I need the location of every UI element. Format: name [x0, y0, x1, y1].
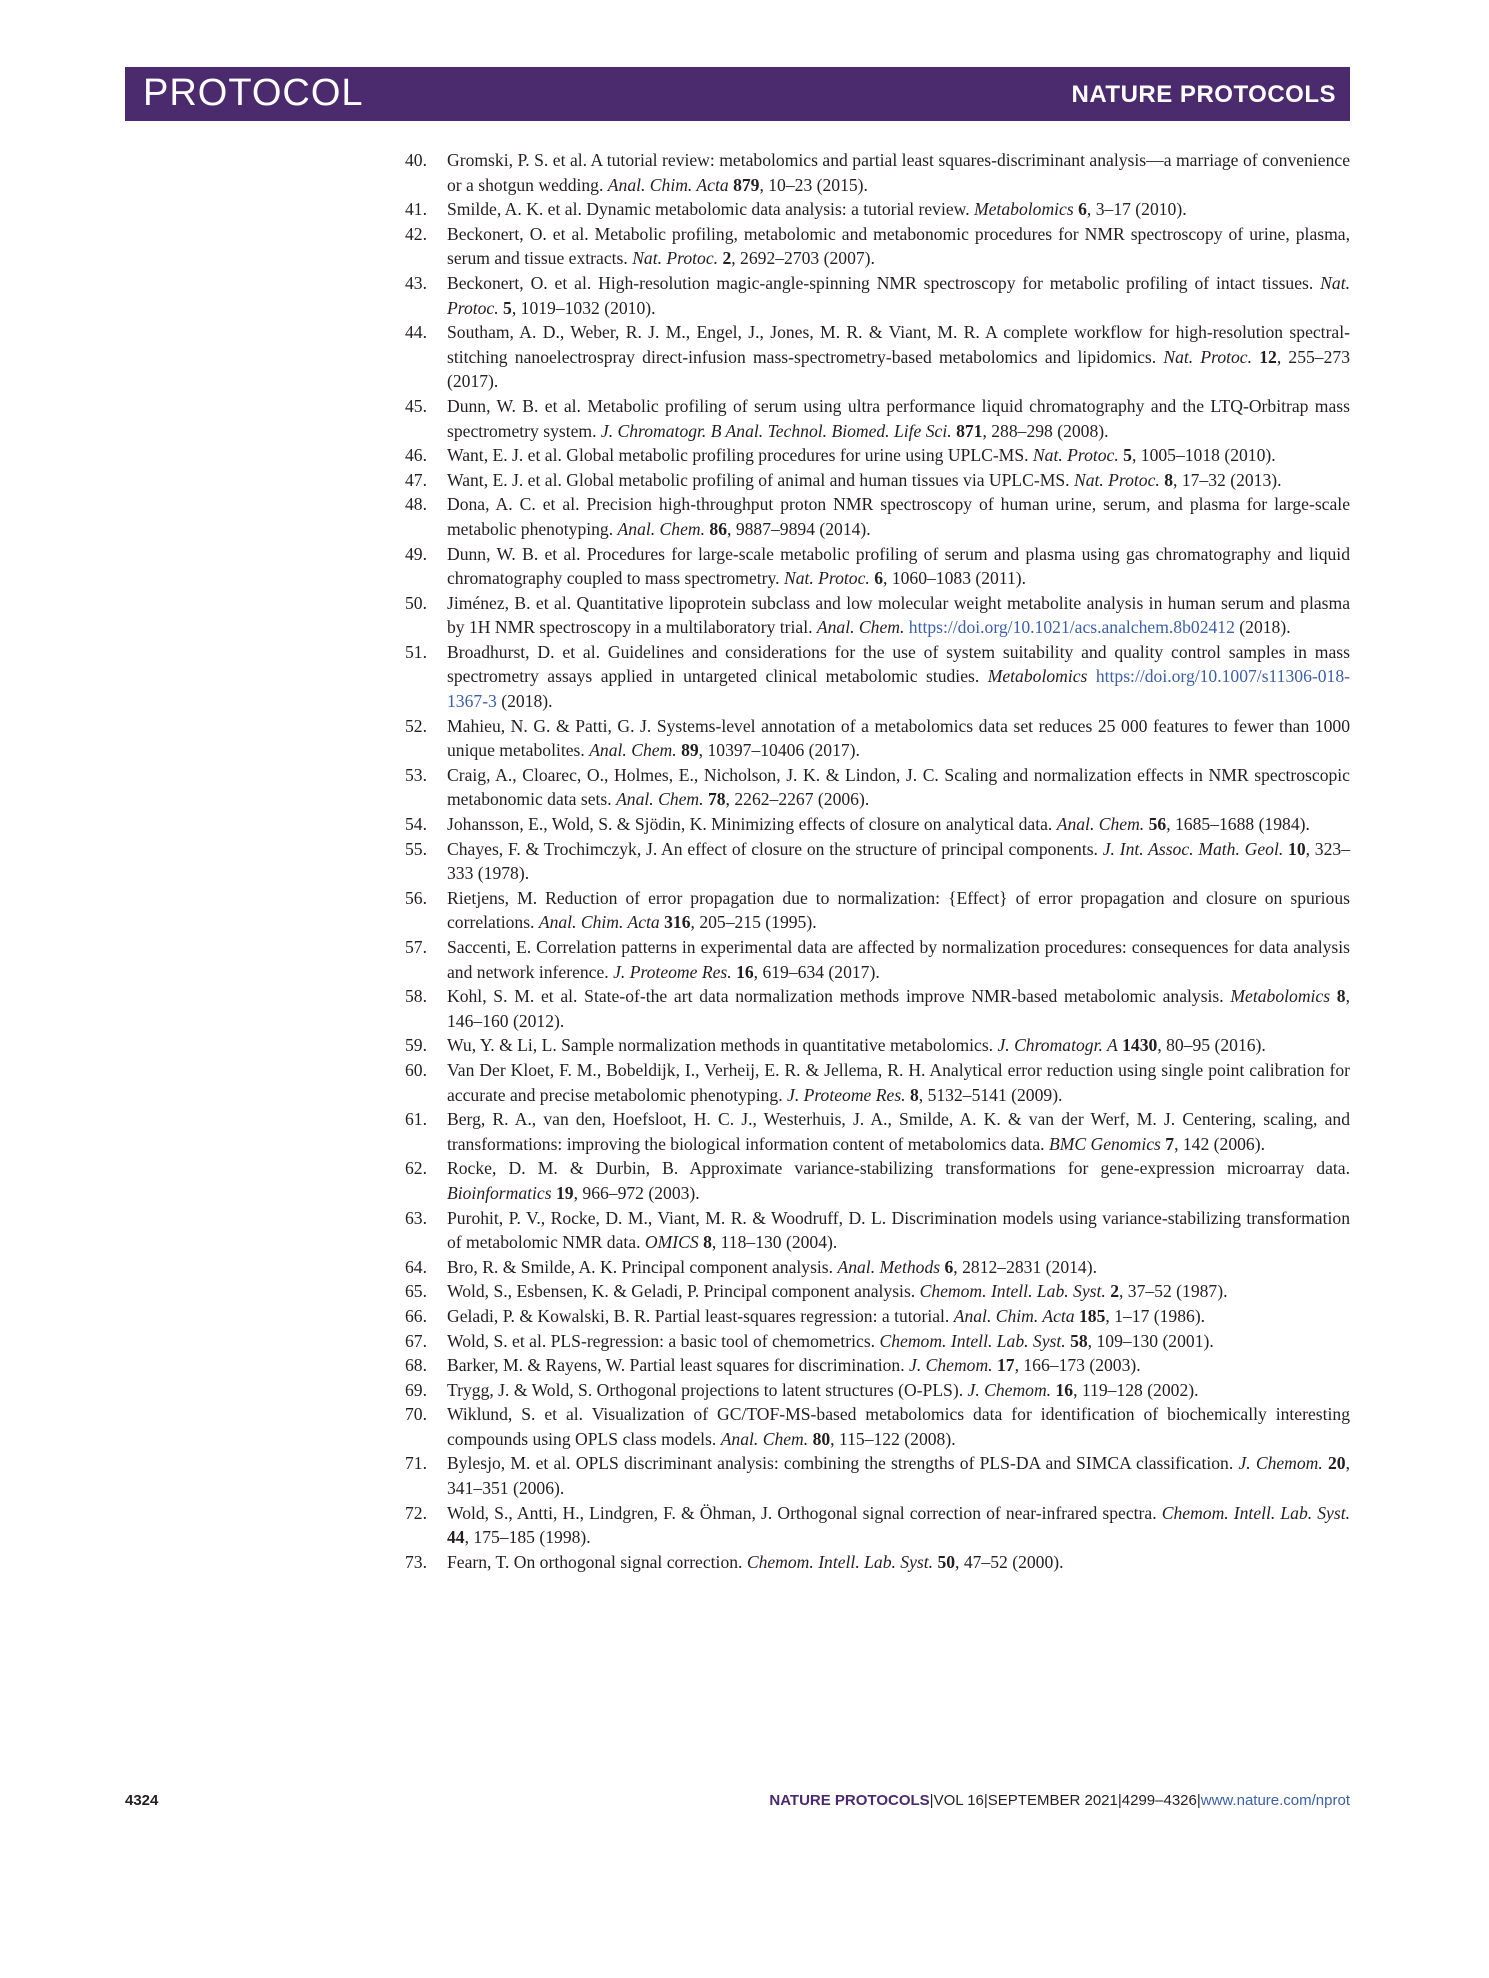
reference-text: Beckonert, O. et al. High-resolution magic-angle-spinning NMR spectroscopy for metabolic profiling of intact tissues. [447, 272, 1321, 293]
reference-item [405, 763, 1350, 812]
volume-number: 12 [1259, 346, 1277, 367]
volume-number: 2 [1110, 1281, 1119, 1302]
reference-item [405, 1156, 1350, 1205]
reference-number: 73. [405, 1551, 427, 1572]
journal-name: J. Proteome Res. [613, 961, 732, 982]
reference-text: , 1005–1018 (2010). [1131, 445, 1276, 466]
reference-item [405, 1058, 1350, 1107]
doi-link[interactable]: https://doi.org/10.1021/acs.analchem.8b02412 [908, 617, 1235, 638]
reference-item [405, 935, 1350, 984]
reference-number: 49. [405, 543, 427, 564]
reference-item [405, 1033, 1350, 1058]
footer-separator: | [929, 1792, 934, 1809]
reference-number: 43. [405, 272, 427, 293]
reference-number: 46. [405, 445, 427, 466]
reference-number: 44. [405, 322, 427, 343]
page-number: 4324 [125, 1792, 159, 1809]
reference-text: , 80–95 (2016). [1157, 1035, 1266, 1056]
journal-name: BMC Genomics [1048, 1133, 1161, 1154]
reference-number: 69. [405, 1379, 427, 1400]
journal-name: Anal. Chem. [720, 1428, 809, 1449]
reference-number: 70. [405, 1404, 427, 1425]
reference-item [405, 1501, 1350, 1550]
reference-text: Bro, R. & Smilde, A. K. Principal component analysis. [447, 1256, 838, 1277]
journal-name: Metabolomics [987, 666, 1088, 687]
reference-item [405, 197, 1350, 222]
journal-name: Anal. Chim. Acta [953, 1305, 1075, 1326]
journal-name: J. Chemom. [909, 1355, 993, 1376]
reference-text: , 2262–2267 (2006). [725, 789, 870, 810]
reference-number: 40. [405, 150, 427, 170]
journal-name: J. Chromatogr. B Anal. Technol. Biomed. Life Sci. [600, 420, 952, 441]
reference-item [405, 468, 1350, 493]
reference-number: 57. [405, 937, 427, 957]
reference-text: , 10–23 (2015). [759, 174, 868, 195]
reference-text: , 966–972 (2003). [573, 1182, 700, 1203]
journal-name: Nat. Protoc. [1073, 469, 1160, 490]
journal-name: Chemom. Intell. Lab. Syst. [1161, 1502, 1351, 1523]
section-label: PROTOCOL [143, 72, 364, 114]
journal-name: Nat. Protoc. [447, 272, 1350, 318]
reference-item [405, 320, 1350, 394]
journal-name: Anal. Chem. [589, 740, 677, 761]
reference-number: 64. [405, 1256, 427, 1277]
reference-number: 61. [405, 1109, 427, 1130]
reference-text [1087, 666, 1095, 686]
reference-text: , 9887–9894 (2014). [727, 518, 871, 539]
reference-text: Wiklund, S. et al. Visualization of GC/TOF-MS-based metabolomics data for identification of biochemically interesting compounds using OPLS class models. [447, 1404, 1350, 1449]
reference-text: Trygg, J. & Wold, S. Orthogonal projections to latent structures (O-PLS). [447, 1379, 968, 1400]
volume-number: 86 [709, 518, 728, 539]
reference-number: 58. [405, 986, 427, 1007]
reference-text: , 109–130 (2001). [1087, 1330, 1214, 1351]
reference-item [405, 394, 1350, 443]
journal-name: Chemom. Intell. Lab. Syst. [746, 1551, 934, 1572]
journal-name: Anal. Chem. [617, 518, 706, 539]
reference-list [405, 148, 1350, 1574]
reference-item [405, 271, 1350, 320]
reference-text: Van Der Kloet, F. M., Bobeldijk, I., Verheij, E. R. & Jellema, R. H. Analytical error reduction using single point calibration for accurate and precise metabolomic phenotyping. [447, 1059, 1350, 1105]
reference-item [405, 714, 1350, 763]
reference-item [405, 886, 1350, 935]
reference-item [405, 1255, 1350, 1280]
reference-text: Beckonert, O. et al. Metabolic profiling, metabolomic and metabonomic procedures for NMR spectroscopy of urine, plasma, serum and tissue extracts. [447, 223, 1350, 269]
reference-text: , 17–32 (2013). [1173, 469, 1282, 490]
reference-text: , 118–130 (2004). [711, 1232, 838, 1253]
reference-text: Craig, A., Cloarec, O., Holmes, E., Nicholson, J. K. & Lindon, J. C. Scaling and normalization effects in NMR spectroscopic metabonomic data sets. [447, 764, 1350, 810]
reference-text: Fearn, T. On orthogonal signal correction. [447, 1551, 747, 1572]
reference-text: , 119–128 (2002). [1073, 1379, 1199, 1400]
journal-name: Nat. Protoc. [1032, 445, 1119, 466]
volume-number: 58 [1070, 1330, 1088, 1351]
reference-item [405, 591, 1350, 640]
reference-text: , 142 (2006). [1174, 1133, 1265, 1154]
journal-name: J. Proteome Res. [787, 1084, 906, 1105]
reference-text: Want, E. J. et al. Global metabolic profiling of animal and human tissues via UPLC-MS. [447, 469, 1074, 490]
reference-item [405, 640, 1350, 714]
reference-text: , 166–173 (2003). [1014, 1355, 1141, 1376]
reference-number: 66. [405, 1305, 427, 1326]
volume-number: 80 [812, 1428, 831, 1449]
reference-text: , 1060–1083 (2011). [883, 568, 1027, 589]
volume-number: 8 [1164, 469, 1174, 490]
journal-name: OMICS [644, 1232, 699, 1253]
journal-name: Chemom. Intell. Lab. Syst. [879, 1330, 1066, 1351]
reference-text: , 1685–1688 (1984). [1166, 814, 1310, 835]
journal-name: Anal. Chim. Acta [538, 912, 660, 933]
volume-number: 44 [447, 1527, 465, 1548]
journal-name: J. Chemom. [967, 1379, 1052, 1400]
reference-text: , 1019–1032 (2010). [511, 297, 656, 318]
volume-number: 16 [1055, 1379, 1074, 1400]
footer-date: SEPTEMBER 2021 [987, 1792, 1118, 1809]
reference-text: Kohl, S. M. et al. State-of-the art data normalization methods improve NMR-based metabolomic analysis. [447, 986, 1231, 1007]
reference-item [405, 1402, 1350, 1451]
reference-item [405, 492, 1350, 541]
journal-name: Anal. Chem. [816, 617, 905, 638]
reference-text: Barker, M. & Rayens, W. Partial least squares for discrimination. [447, 1355, 910, 1376]
footer-url-link[interactable]: www.nature.com/nprot [1200, 1792, 1350, 1809]
reference-text: Purohit, P. V., Rocke, D. M., Viant, M. R. & Woodruff, D. L. Discrimination models using variance-stabilizing transformation of metabolomic NMR data. [447, 1207, 1350, 1253]
reference-text: , 5132–5141 (2009). [918, 1084, 1063, 1105]
reference-text: Want, E. J. et al. Global metabolic profiling procedures for urine using UPLC-MS. [447, 445, 1033, 466]
volume-number: 6 [944, 1256, 954, 1277]
volume-number: 16 [736, 961, 754, 982]
reference-text: Bylesjo, M. et al. OPLS discriminant analysis: combining the strengths of PLS-DA and SIMCA classification. [447, 1453, 1239, 1474]
reference-text: Dona, A. C. et al. Precision high-throughput proton NMR spectroscopy of human urine, serum, and plasma for large-scale metabolic phenotyping. [447, 494, 1350, 539]
reference-item [405, 1353, 1350, 1378]
volume-number: 56 [1148, 814, 1167, 835]
reference-number: 63. [405, 1207, 427, 1228]
reference-text: Mahieu, N. G. & Patti, G. J. Systems-level annotation of a metabolomics data set reduces 25 000 features to fewer than 1000 unique metabolites. [447, 715, 1350, 761]
reference-number: 51. [405, 641, 427, 662]
reference-item [405, 837, 1350, 886]
volume-number: 2 [722, 248, 732, 269]
reference-number: 47. [405, 469, 427, 490]
reference-text: , 3–17 (2010). [1086, 199, 1187, 220]
reference-number: 72. [405, 1502, 427, 1523]
reference-text: , 341–351 (2006). [447, 1453, 1350, 1499]
reference-text: Rocke, D. M. & Durbin, B. Approximate variance-stabilizing transformations for gene-expression microarray data. [447, 1158, 1350, 1179]
reference-text: , 288–298 (2008). [982, 420, 1109, 441]
reference-text: Jiménez, B. et al. Quantitative lipoprotein subclass and low molecular weight metabolite analysis in human serum and plasma by 1H NMR spectroscopy in a multilaboratory trial. [447, 592, 1350, 638]
journal-name: Anal. Chem. [1056, 814, 1145, 835]
journal-name: Nat. Protoc. [1163, 346, 1253, 367]
volume-number: 5 [503, 297, 512, 318]
reference-item [405, 1107, 1350, 1156]
volume-number: 20 [1328, 1453, 1346, 1474]
volume-number: 871 [956, 420, 983, 441]
journal-name: Anal. Chim. Acta [607, 174, 729, 195]
reference-text: (2018). [1234, 617, 1291, 638]
reference-number: 65. [405, 1281, 427, 1302]
volume-number: 1430 [1122, 1035, 1158, 1056]
volume-number: 19 [556, 1182, 574, 1203]
reference-text: Geladi, P. & Kowalski, B. R. Partial least-squares regression: a tutorial. [447, 1305, 954, 1326]
reference-number: 45. [405, 395, 427, 416]
footer-separator: | [1117, 1792, 1122, 1809]
volume-number: 50 [937, 1551, 956, 1572]
journal-name: Metabolomics [974, 199, 1074, 220]
reference-item [405, 222, 1350, 271]
volume-number: 316 [664, 912, 691, 933]
reference-item [405, 812, 1350, 837]
reference-number: 56. [405, 887, 427, 908]
reference-number: 59. [405, 1035, 427, 1056]
reference-text: Wold, S. et al. PLS-regression: a basic tool of chemometrics. [447, 1330, 880, 1351]
journal-name: J. Chromatogr. A [997, 1035, 1118, 1056]
reference-number: 67. [405, 1330, 427, 1351]
journal-name: Nat. Protoc. [783, 568, 870, 589]
footer-pages: 4299–4326 [1121, 1792, 1197, 1809]
footer-separator: | [1196, 1792, 1201, 1809]
volume-number: 5 [1123, 445, 1132, 466]
reference-number: 68. [405, 1355, 427, 1376]
volume-number: 10 [1288, 838, 1306, 859]
reference-number: 60. [405, 1059, 427, 1080]
reference-number: 62. [405, 1158, 427, 1179]
reference-text: , 323–333 (1978). [447, 838, 1350, 884]
journal-name: Chemom. Intell. Lab. Syst. [919, 1281, 1106, 1302]
reference-number: 52. [405, 715, 427, 736]
reference-text: Rietjens, M. Reduction of error propagation due to normalization: {Effect} of error propagation and closure on spurious correlations. [447, 887, 1350, 933]
reference-number: 42. [405, 223, 427, 244]
journal-name: J. Chemom. [1238, 1453, 1323, 1474]
reference-number: 48. [405, 494, 427, 515]
reference-text: Wold, S., Antti, H., Lindgren, F. & Öhman, J. Orthogonal signal correction of near-infrared spectra. [447, 1502, 1162, 1523]
reference-text: , 37–52 (1987). [1118, 1281, 1228, 1302]
reference-text: , 146–160 (2012). [447, 986, 1350, 1031]
reference-item [405, 443, 1350, 468]
volume-number: 6 [874, 568, 884, 589]
volume-number: 17 [996, 1355, 1015, 1376]
reference-text: Wu, Y. & Li, L. Sample normalization methods in quantitative metabolomics. [447, 1035, 998, 1056]
reference-number: 50. [405, 592, 427, 613]
reference-text: , 619–634 (2017). [753, 961, 880, 982]
journal-label: NATURE PROTOCOLS [1071, 81, 1336, 108]
reference-text: Berg, R. A., van den, Hoefsloot, H. C. J., Westerhuis, J. A., Smilde, A. K. & van der Werf, M. J. Centering, scaling, and transformations: improving the biological information content of metabolomics data. [447, 1109, 1350, 1154]
reference-item [405, 1329, 1350, 1354]
footer-citation [769, 1792, 1350, 1809]
footer-separator: | [983, 1792, 988, 1809]
reference-item [405, 148, 1350, 197]
journal-name: Metabolomics [1230, 986, 1331, 1007]
reference-text: , 2812–2831 (2014). [953, 1256, 1097, 1277]
volume-number: 6 [1078, 199, 1087, 220]
journal-name: Anal. Chem. [616, 789, 704, 810]
footer-journal: NATURE PROTOCOLS [769, 1792, 930, 1809]
volume-number: 89 [681, 740, 699, 761]
reference-text: , 10397–10406 (2017). [698, 740, 860, 761]
reference-item [405, 1378, 1350, 1403]
reference-text: Southam, A. D., Weber, R. J. M., Engel, J., Jones, M. R. & Viant, M. R. A complete workflow for high-resolution spectral-stitching nanoelectrospray direct-infusion mass-spectrometry-based metabolomics and lipidomics. [447, 322, 1350, 367]
journal-name: Nat. Protoc. [632, 248, 719, 269]
reference-number: 71. [405, 1453, 427, 1474]
reference-text: Dunn, W. B. et al. Procedures for large-scale metabolic profiling of serum and plasma using gas chromatography and liquid chromatography coupled to mass spectrometry. [447, 543, 1350, 589]
volume-number: 78 [707, 789, 726, 810]
reference-item [405, 1206, 1350, 1255]
volume-number: 879 [733, 174, 760, 195]
reference-text [1330, 986, 1337, 1006]
volume-number: 7 [1165, 1133, 1175, 1154]
reference-text: Smilde, A. K. et al. Dynamic metabolomic data analysis: a tutorial review. [447, 199, 975, 220]
reference-text: , 1–17 (1986). [1105, 1305, 1206, 1326]
reference-item [405, 984, 1350, 1033]
reference-number: 53. [405, 764, 427, 785]
doi-link[interactable]: https://doi.org/10.1007/s11306-018-1367-3 [447, 666, 1350, 712]
volume-number: 8 [909, 1084, 919, 1105]
journal-name: Anal. Methods [837, 1256, 941, 1277]
reference-item [405, 542, 1350, 591]
reference-item [405, 1304, 1350, 1329]
reference-text: , 205–215 (1995). [690, 912, 817, 933]
volume-number: 8 [703, 1232, 712, 1253]
reference-number: 41. [405, 199, 427, 220]
footer-volume: VOL 16 [933, 1792, 984, 1809]
reference-text: Chayes, F. & Trochimczyk, J. An effect of closure on the structure of principal components. [447, 838, 1103, 859]
reference-text: Dunn, W. B. et al. Metabolic profiling of serum using ultra performance liquid chromatography and the LTQ-Orbitrap mass spectrometry system. [447, 395, 1350, 441]
header-banner [125, 67, 1350, 121]
reference-number: 55. [405, 838, 427, 859]
reference-text: , 47–52 (2000). [955, 1551, 1064, 1572]
reference-item [405, 1279, 1350, 1304]
reference-item [405, 1451, 1350, 1500]
journal-name: Bioinformatics [447, 1182, 552, 1203]
reference-text: (2018). [496, 691, 553, 712]
reference-number: 54. [405, 814, 427, 835]
reference-text: , 115–122 (2008). [830, 1428, 956, 1449]
reference-text: , 175–185 (1998). [464, 1527, 591, 1548]
reference-text: , 2692–2703 (2007). [731, 248, 875, 269]
reference-text: , 255–273 (2017). [447, 346, 1350, 392]
volume-number: 8 [1336, 986, 1346, 1007]
reference-text: Gromski, P. S. et al. A tutorial review: metabolomics and partial least squares-discriminant analysis—a marriage of convenience or a shotgun wedding. [447, 150, 1350, 195]
reference-text: Saccenti, E. Correlation patterns in experimental data are affected by normalization procedures: consequences for data analysis and network inference. [447, 937, 1350, 982]
reference-text: Broadhurst, D. et al. Guidelines and considerations for the use of system suitability and quality control samples in mass spectrometry assays applied in untargeted clinical metabolomic studies. [447, 641, 1350, 687]
reference-text: Johansson, E., Wold, S. & Sjödin, K. Minimizing effects of closure on analytical data. [447, 814, 1057, 835]
reference-text: Wold, S., Esbensen, K. & Geladi, P. Principal component analysis. [447, 1281, 920, 1302]
journal-name: J. Int. Assoc. Math. Geol. [1102, 838, 1284, 859]
volume-number: 185 [1079, 1305, 1106, 1326]
reference-item [405, 1550, 1350, 1575]
